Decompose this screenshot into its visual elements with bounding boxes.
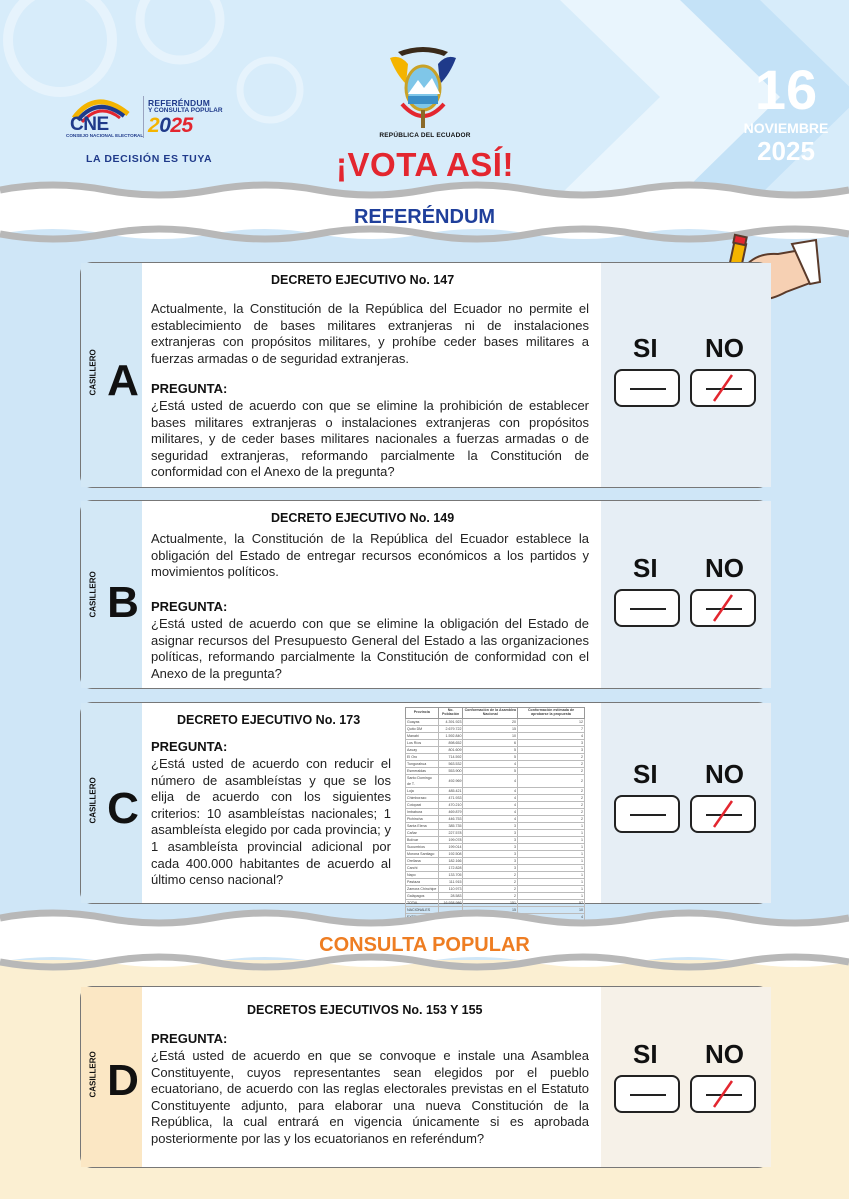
red-cross-mark-icon <box>692 1077 754 1111</box>
table-cell: 227.578 <box>438 829 463 836</box>
table-row <box>406 760 585 767</box>
table-cell: 3 <box>518 739 585 746</box>
table-cell: Pichincha <box>406 815 439 822</box>
empty-mark <box>630 388 666 390</box>
table-cell: Galápagos <box>406 892 439 899</box>
table-cell: Tungurahua <box>406 760 439 767</box>
table-row <box>406 829 585 836</box>
table-cell: Santo Domingo de T. <box>406 774 439 787</box>
table-cell: 15 <box>463 725 518 732</box>
table-cell: 2 <box>518 767 585 774</box>
table-cell: 7 <box>518 725 585 732</box>
event-line2: Y CONSULTA POPULAR <box>148 107 223 114</box>
cne-logo-text: CNE <box>70 114 109 135</box>
election-month: NOVIEMBRE <box>743 120 829 136</box>
table-cell: 2 <box>463 885 518 892</box>
no-checkbox[interactable] <box>690 1075 756 1113</box>
table-cell: 133.705 <box>438 871 463 878</box>
table-cell: Loja <box>406 787 439 794</box>
table-row <box>406 808 585 815</box>
table-cell: Los Ríos <box>406 739 439 746</box>
table-cell: 1 <box>518 850 585 857</box>
table-cell: 10 <box>463 732 518 739</box>
main-title: ¡VOTA ASÍ! <box>336 146 514 183</box>
table-cell: Morona Santiago <box>406 850 439 857</box>
no-label: NO <box>705 553 744 583</box>
casillero-label: CASILLERO <box>88 349 98 396</box>
table-cell: 470.210 <box>438 801 463 808</box>
table-row <box>406 871 585 878</box>
table-row <box>406 801 585 808</box>
table-cell: Sucumbíos <box>406 843 439 850</box>
table-row <box>406 774 585 787</box>
no-label: NO <box>705 1039 744 1069</box>
decree-title: DECRETO EJECUTIVO No. 147 <box>271 273 455 287</box>
table-cell: 3 <box>463 864 518 871</box>
table-row <box>406 885 585 892</box>
table-cell: 2 <box>463 878 518 885</box>
table-cell: 5 <box>463 767 518 774</box>
table-cell: Esmeraldas <box>406 767 439 774</box>
table-row <box>406 822 585 829</box>
table-header-cell: Provincia <box>406 708 439 719</box>
table-cell: El Oro <box>406 753 439 760</box>
table-cell: 2 <box>463 871 518 878</box>
table-cell: 4 <box>463 794 518 801</box>
context-paragraph: Actualmente, la Constitución de la República del Ecuador establece la obligación del Estado de entregar recursos económicos a los partidos y movimientos políticos. <box>151 531 589 580</box>
table-cell: 199.078 <box>438 836 463 843</box>
event-year: 2025 <box>148 114 193 137</box>
si-checkbox[interactable] <box>614 369 680 407</box>
country-label: REPÚBLICA DEL ECUADOR <box>379 132 471 139</box>
ecuador-coat-of-arms-icon <box>388 44 458 130</box>
table-row <box>406 892 585 899</box>
table-row <box>406 753 585 760</box>
table-cell: 2 <box>518 801 585 808</box>
table-cell: 16.938.986 <box>438 899 463 906</box>
si-label: SI <box>633 553 658 583</box>
consulta-title: CONSULTA POPULAR <box>319 934 530 956</box>
table-cell: 1 <box>518 871 585 878</box>
casillero-label: CASILLERO <box>88 1051 98 1098</box>
table-cell: Guayas <box>406 718 439 725</box>
table-cell: 4 <box>518 732 585 739</box>
table-header-cell: Conformación estimada de aprobarse la propuesta <box>518 708 585 719</box>
table-cell: 4 <box>518 913 585 920</box>
table-cell: 1 <box>518 843 585 850</box>
question-label: PREGUNTA: <box>151 599 228 614</box>
ballot-card-d <box>80 986 770 1168</box>
province-seats-table <box>405 707 585 928</box>
table-cell: 1 <box>518 857 585 864</box>
table-cell: 172.828 <box>438 864 463 871</box>
question-text: ¿Está usted de acuerdo con que se elimine la prohibición de establecer bases militares extranjeras o instalaciones extranjeras con propósitos militares, y de ceder bases militares nacionales a fuerzas armadas o de seguridad extranjeras, reformando parcialmente la Constitución de conformidad con el Anexo de la pregunta? <box>151 398 589 480</box>
table-cell: Azuay <box>406 746 439 753</box>
table-cell: 10 <box>518 906 585 913</box>
table-cell: 1 <box>518 864 585 871</box>
table-cell: Cañar <box>406 829 439 836</box>
table-row <box>406 899 585 906</box>
table-cell: 2.679.722 <box>438 725 463 732</box>
table-cell: 4.391.923 <box>438 718 463 725</box>
table-cell: 3 <box>463 857 518 864</box>
question-text: ¿Está usted de acuerdo con reducir el número de asambleístas y que se los elija de acuerdo con los siguientes criterios: 10 asambleístas nacionales; 1 asambleísta elegido por cada provincia; y 1 asambleísta provincial adicional por cada 400.000 habitantes de acuerdo al último censo nacional? <box>151 756 391 888</box>
table-cell: Quito DM <box>406 725 439 732</box>
table-cell: 1 <box>518 822 585 829</box>
table-row <box>406 878 585 885</box>
table-row <box>406 857 585 864</box>
table-row <box>406 864 585 871</box>
ballot-letter: D <box>107 1056 139 1105</box>
table-cell: 3 <box>463 829 518 836</box>
table-cell: 4 <box>463 815 518 822</box>
table-row <box>406 815 585 822</box>
event-line1: REFERÉNDUM <box>148 98 210 108</box>
empty-mark <box>630 1094 666 1096</box>
ballot-letter: C <box>107 784 139 833</box>
table-cell: 1 <box>518 836 585 843</box>
ballot-letter: B <box>107 578 139 627</box>
si-checkbox[interactable] <box>614 795 680 833</box>
question-text: ¿Está usted de acuerdo con que se elimine la obligación del Estado de asignar recursos del Presupuesto General del Estado a las organizaciones políticas, reformando parcialmente la Constitución de conformidad con el Anexo de la pregunta? <box>151 616 589 681</box>
tagline: LA DECISIÓN ES TUYA <box>86 153 213 165</box>
table-cell: 469.879 <box>438 808 463 815</box>
no-label: NO <box>705 759 744 789</box>
table-cell: 801.609 <box>438 746 463 753</box>
table-cell: 714.592 <box>438 753 463 760</box>
red-cross-mark-icon <box>692 797 754 831</box>
table-cell: 192.508 <box>438 850 463 857</box>
table-cell: 4 <box>463 774 518 787</box>
red-cross-mark-icon <box>692 371 754 405</box>
decree-title: DECRETO EJECUTIVO No. 173 <box>177 713 361 727</box>
table-cell: 1 <box>518 885 585 892</box>
poster-header <box>0 0 849 195</box>
casillero-label: CASILLERO <box>88 571 98 618</box>
table-row <box>406 739 585 746</box>
table-cell: Imbabura <box>406 808 439 815</box>
ballot-letter: A <box>107 356 139 405</box>
table-cell: 6 <box>463 739 518 746</box>
table-cell: 182.166 <box>438 857 463 864</box>
table-cell: 57 <box>518 899 585 906</box>
table-row <box>406 746 585 753</box>
si-label: SI <box>633 759 658 789</box>
table-cell: 2 <box>518 753 585 760</box>
table-header-cell: Conformación de la Asamblea Nacional <box>463 708 518 719</box>
no-label: NO <box>705 333 744 363</box>
table-cell: 2 <box>518 808 585 815</box>
no-checkbox[interactable] <box>690 795 756 833</box>
table-row <box>406 836 585 843</box>
table-cell: 553.900 <box>438 767 463 774</box>
table-cell: Pastaza <box>406 878 439 885</box>
ballot-card-c <box>80 702 770 919</box>
table-cell: 2 <box>518 794 585 801</box>
table-cell: 3 <box>463 850 518 857</box>
table-cell: 4 <box>463 808 518 815</box>
table-cell: 110.973 <box>438 885 463 892</box>
table-cell: 3 <box>463 843 518 850</box>
table-cell: 1 <box>518 878 585 885</box>
si-label: SI <box>633 333 658 363</box>
no-checkbox[interactable] <box>690 369 756 407</box>
context-paragraph: Actualmente, la Constitución de la República del Ecuador no permite el establecimiento de bases militares extranjeras ni de instalaciones extranjeras con propósitos militares, y prohíbe ceder bases militares a fuerzas armadas o de seguridad extranjeras. <box>151 301 589 366</box>
table-cell: Orellana <box>406 857 439 864</box>
table-cell: 20 <box>463 718 518 725</box>
table-cell: Chimborazo <box>406 794 439 801</box>
red-cross-mark-icon <box>692 591 754 625</box>
table-row <box>406 850 585 857</box>
table-cell: 4 <box>463 787 518 794</box>
table-cell: 3 <box>463 822 518 829</box>
table-cell: 2 <box>518 774 585 787</box>
election-year: 2025 <box>757 136 815 166</box>
table-cell: 3 <box>463 836 518 843</box>
table-cell: Napo <box>406 871 439 878</box>
table-cell: 151 <box>463 899 518 906</box>
table-cell: 385.735 <box>438 822 463 829</box>
table-cell: 2 <box>518 760 585 767</box>
empty-mark <box>630 608 666 610</box>
table-cell: Bolívar <box>406 836 439 843</box>
table-body <box>406 718 585 927</box>
table-cell: 4 <box>463 760 518 767</box>
question-label: PREGUNTA: <box>151 739 228 754</box>
table-row <box>406 732 585 739</box>
table-cell: 492.969 <box>438 774 463 787</box>
table-cell: 471.933 <box>438 794 463 801</box>
table-cell: 5 <box>463 746 518 753</box>
logo-divider <box>143 96 144 138</box>
table-cell: 28.583 <box>438 892 463 899</box>
table-cell: Zamora Chinchipe <box>407 886 437 891</box>
table-cell: 1 <box>518 892 585 899</box>
table-header-cell: No. Población <box>438 708 463 719</box>
table-cell: 15 <box>463 906 518 913</box>
table-cell: 898.652 <box>438 739 463 746</box>
question-label: PREGUNTA: <box>151 1031 228 1046</box>
table-cell: Cotopaxi <box>406 801 439 808</box>
casillero-label: CASILLERO <box>88 777 98 824</box>
table-cell: Carchi <box>406 864 439 871</box>
table-cell: Santa Elena <box>406 822 439 829</box>
table-cell: 2 <box>463 892 518 899</box>
table-cell: NACIONALES <box>406 906 439 913</box>
table-row <box>406 843 585 850</box>
cne-full-name: CONSEJO NACIONAL ELECTORAL <box>66 133 144 138</box>
table-cell: 2 <box>518 815 585 822</box>
table-cell: 111.915 <box>438 878 463 885</box>
table-row <box>406 794 585 801</box>
table-cell: 446.753 <box>438 815 463 822</box>
table-cell: 485.421 <box>438 787 463 794</box>
table-row <box>406 767 585 774</box>
table-row <box>406 718 585 725</box>
table-cell: 3 <box>518 746 585 753</box>
decree-title: DECRETOS EJECUTIVOS No. 153 Y 155 <box>247 1003 483 1017</box>
si-checkbox[interactable] <box>614 589 680 627</box>
table-cell: 1.592.840 <box>438 732 463 739</box>
table-cell: 1 <box>518 829 585 836</box>
table-row <box>406 787 585 794</box>
table-cell: 199.014 <box>438 843 463 850</box>
referendum-title: REFERÉNDUM <box>353 206 496 228</box>
question-text: ¿Está usted de acuerdo en que se convoque e instale una Asamblea Constituyente, cuyos representantes sean elegidos por el pueblo ecuatoriano, de acuerdo con las reglas electorales previstas en el Estatuto Constituyente adjunto, para elaborar una nueva Constitución de la República, la cual entrará en vigencia únicamente si es aprobada posteriormente por las y los ecuatorianos en referéndum? <box>151 1048 589 1146</box>
ballot-card-b <box>80 500 770 689</box>
empty-mark <box>630 814 666 816</box>
table-cell: 2 <box>518 787 585 794</box>
decree-title: DECRETO EJECUTIVO No. 149 <box>271 511 455 525</box>
si-label: SI <box>633 1039 658 1069</box>
ballot-card-a <box>80 262 770 488</box>
table-cell: 12 <box>518 718 585 725</box>
no-checkbox[interactable] <box>690 589 756 627</box>
table-cell: EXTERIOR <box>406 913 439 920</box>
table-header-row <box>406 708 585 719</box>
table-cell: 4 <box>463 801 518 808</box>
table-cell: Manabí <box>406 732 439 739</box>
election-day: 16 <box>754 58 818 121</box>
table-cell: 5 <box>463 753 518 760</box>
question-label: PREGUNTA: <box>151 381 228 396</box>
si-checkbox[interactable] <box>614 1075 680 1113</box>
table-row <box>406 725 585 732</box>
table-cell: 563.532 <box>438 760 463 767</box>
table-cell: TOTAL <box>406 899 439 906</box>
